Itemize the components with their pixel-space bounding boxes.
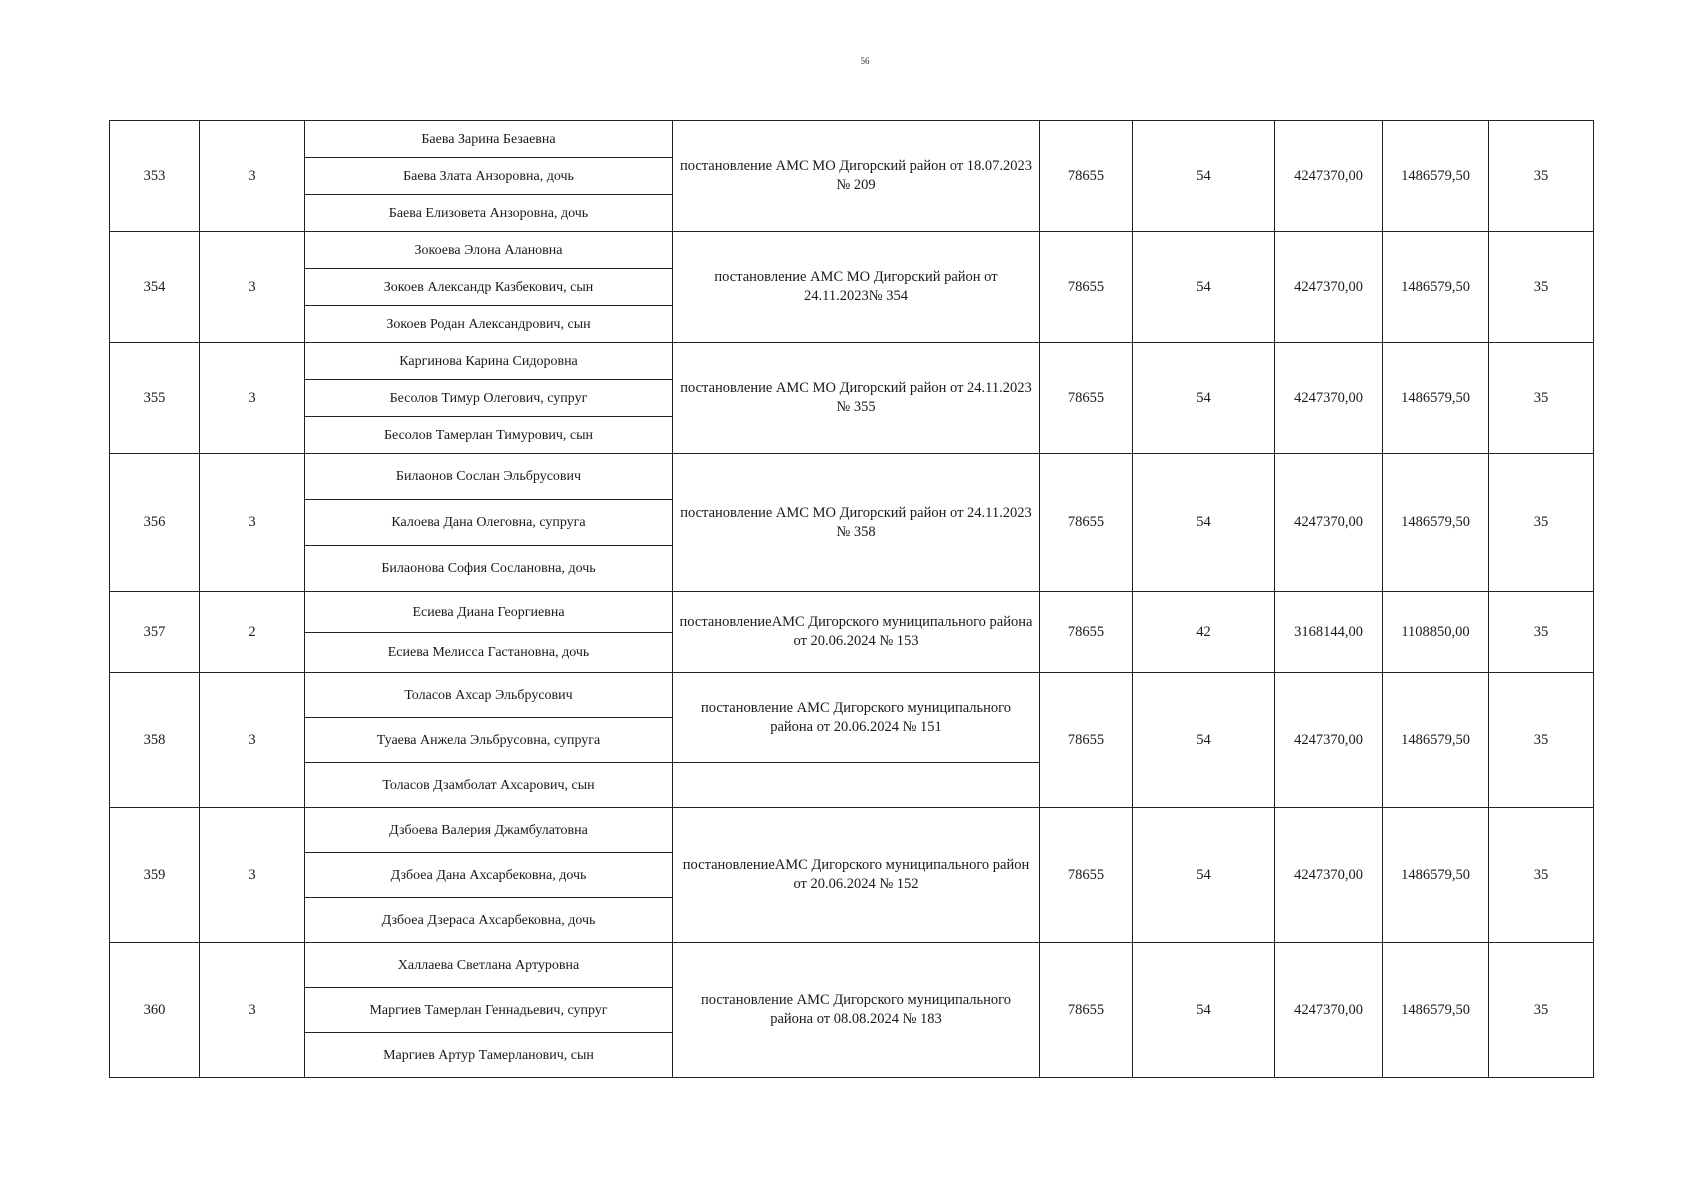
row-number: 360 — [110, 943, 200, 1078]
row-number: 355 — [110, 343, 200, 454]
registry-body — [110, 121, 1594, 1078]
family-member: Туаева Анжела Эльбрусовна, супруга — [305, 718, 673, 763]
value-1: 78655 — [1040, 808, 1133, 943]
value-4: 1486579,50 — [1383, 673, 1489, 808]
value-1: 78655 — [1040, 454, 1133, 592]
value-2: 42 — [1133, 592, 1275, 673]
decree-reference: постановлениеАМС Дигорского муниципального района от 20.06.2024 № 153 — [673, 592, 1040, 673]
family-size: 3 — [200, 673, 305, 808]
family-member: Есиева Диана Георгиевна — [305, 592, 673, 633]
value-1: 78655 — [1040, 673, 1133, 808]
value-3: 4247370,00 — [1275, 943, 1383, 1078]
value-3: 4247370,00 — [1275, 673, 1383, 808]
family-size: 3 — [200, 454, 305, 592]
value-5: 35 — [1489, 673, 1594, 808]
value-3: 4247370,00 — [1275, 808, 1383, 943]
row-number: 357 — [110, 592, 200, 673]
family-member: Зокоев Родан Александрович, сын — [305, 306, 673, 343]
value-1: 78655 — [1040, 592, 1133, 673]
value-3: 4247370,00 — [1275, 454, 1383, 592]
decree-reference: постановление АМС МО Дигорский район от 24.11.2023 № 358 — [673, 454, 1040, 592]
value-5: 35 — [1489, 943, 1594, 1078]
value-4: 1486579,50 — [1383, 808, 1489, 943]
table-row — [110, 808, 1594, 853]
table-row — [110, 592, 1594, 633]
value-5: 35 — [1489, 592, 1594, 673]
value-2: 54 — [1133, 808, 1275, 943]
family-member: Баева Елизовета Анзоровна, дочь — [305, 195, 673, 232]
value-4: 1486579,50 — [1383, 343, 1489, 454]
decree-reference: постановление АМС Дигорского муниципального района от 08.08.2024 № 183 — [673, 943, 1040, 1078]
family-size: 3 — [200, 808, 305, 943]
value-2: 54 — [1133, 343, 1275, 454]
table-row — [110, 343, 1594, 380]
family-size: 3 — [200, 121, 305, 232]
table-row — [110, 121, 1594, 158]
value-2: 54 — [1133, 943, 1275, 1078]
row-number: 358 — [110, 673, 200, 808]
empty-decree-cell — [673, 763, 1040, 808]
family-member: Маргиев Тамерлан Геннадьевич, супруг — [305, 988, 673, 1033]
family-size: 3 — [200, 232, 305, 343]
decree-reference: постановление АМС МО Дигорский район от 24.11.2023 № 355 — [673, 343, 1040, 454]
value-4: 1486579,50 — [1383, 943, 1489, 1078]
value-1: 78655 — [1040, 121, 1133, 232]
family-member: Билаонов Сослан Эльбрусович — [305, 454, 673, 500]
value-2: 54 — [1133, 232, 1275, 343]
page-number: 56 — [860, 56, 870, 66]
table-row — [110, 673, 1594, 718]
family-member: Баева Зарина Безаевна — [305, 121, 673, 158]
row-number: 356 — [110, 454, 200, 592]
row-number: 353 — [110, 121, 200, 232]
decree-reference: постановление АМС Дигорского муниципального района от 20.06.2024 № 151 — [673, 673, 1040, 763]
value-5: 35 — [1489, 454, 1594, 592]
table-row — [110, 232, 1594, 269]
family-member: Каргинова Карина Сидоровна — [305, 343, 673, 380]
value-2: 54 — [1133, 121, 1275, 232]
family-member: Бесолов Тимур Олегович, супруг — [305, 380, 673, 417]
row-number: 359 — [110, 808, 200, 943]
value-4: 1486579,50 — [1383, 121, 1489, 232]
table-row — [110, 454, 1594, 500]
value-4: 1486579,50 — [1383, 454, 1489, 592]
value-5: 35 — [1489, 121, 1594, 232]
family-member: Калоева Дана Олеговна, супруга — [305, 500, 673, 546]
family-member: Халлаева Светлана Артуровна — [305, 943, 673, 988]
family-member: Маргиев Артур Тамерланович, сын — [305, 1033, 673, 1078]
value-5: 35 — [1489, 808, 1594, 943]
value-4: 1108850,00 — [1383, 592, 1489, 673]
family-size: 2 — [200, 592, 305, 673]
family-size: 3 — [200, 943, 305, 1078]
value-1: 78655 — [1040, 943, 1133, 1078]
family-member: Есиева Мелисса Гастановна, дочь — [305, 633, 673, 673]
table-row — [110, 943, 1594, 988]
family-member: Толасов Ахсар Эльбрусович — [305, 673, 673, 718]
value-3: 4247370,00 — [1275, 343, 1383, 454]
family-member: Толасов Дзамболат Ахсарович, сын — [305, 763, 673, 808]
value-4: 1486579,50 — [1383, 232, 1489, 343]
family-member: Дзбоеа Дана Ахсарбековна, дочь — [305, 853, 673, 898]
value-5: 35 — [1489, 343, 1594, 454]
decree-reference: постановление АМС МО Дигорский район от 18.07.2023 № 209 — [673, 121, 1040, 232]
family-member: Дзбоева Валерия Джамбулатовна — [305, 808, 673, 853]
value-3: 3168144,00 — [1275, 592, 1383, 673]
registry-table — [109, 120, 1594, 1078]
decree-reference: постановлениеАМС Дигорского муниципального район от 20.06.2024 № 152 — [673, 808, 1040, 943]
family-member: Бесолов Тамерлан Тимурович, сын — [305, 417, 673, 454]
decree-reference: постановление АМС МО Дигорский район от 24.11.2023№ 354 — [673, 232, 1040, 343]
value-1: 78655 — [1040, 343, 1133, 454]
family-member: Баева Злата Анзоровна, дочь — [305, 158, 673, 195]
family-member: Билаонова София Сослановна, дочь — [305, 546, 673, 592]
value-2: 54 — [1133, 673, 1275, 808]
family-size: 3 — [200, 343, 305, 454]
value-3: 4247370,00 — [1275, 232, 1383, 343]
value-5: 35 — [1489, 232, 1594, 343]
row-number: 354 — [110, 232, 200, 343]
value-3: 4247370,00 — [1275, 121, 1383, 232]
family-member: Зокоев Александр Казбекович, сын — [305, 269, 673, 306]
family-member: Зокоева Элона Алановна — [305, 232, 673, 269]
value-1: 78655 — [1040, 232, 1133, 343]
family-member: Дзбоеа Дзераса Ахсарбековна, дочь — [305, 898, 673, 943]
value-2: 54 — [1133, 454, 1275, 592]
